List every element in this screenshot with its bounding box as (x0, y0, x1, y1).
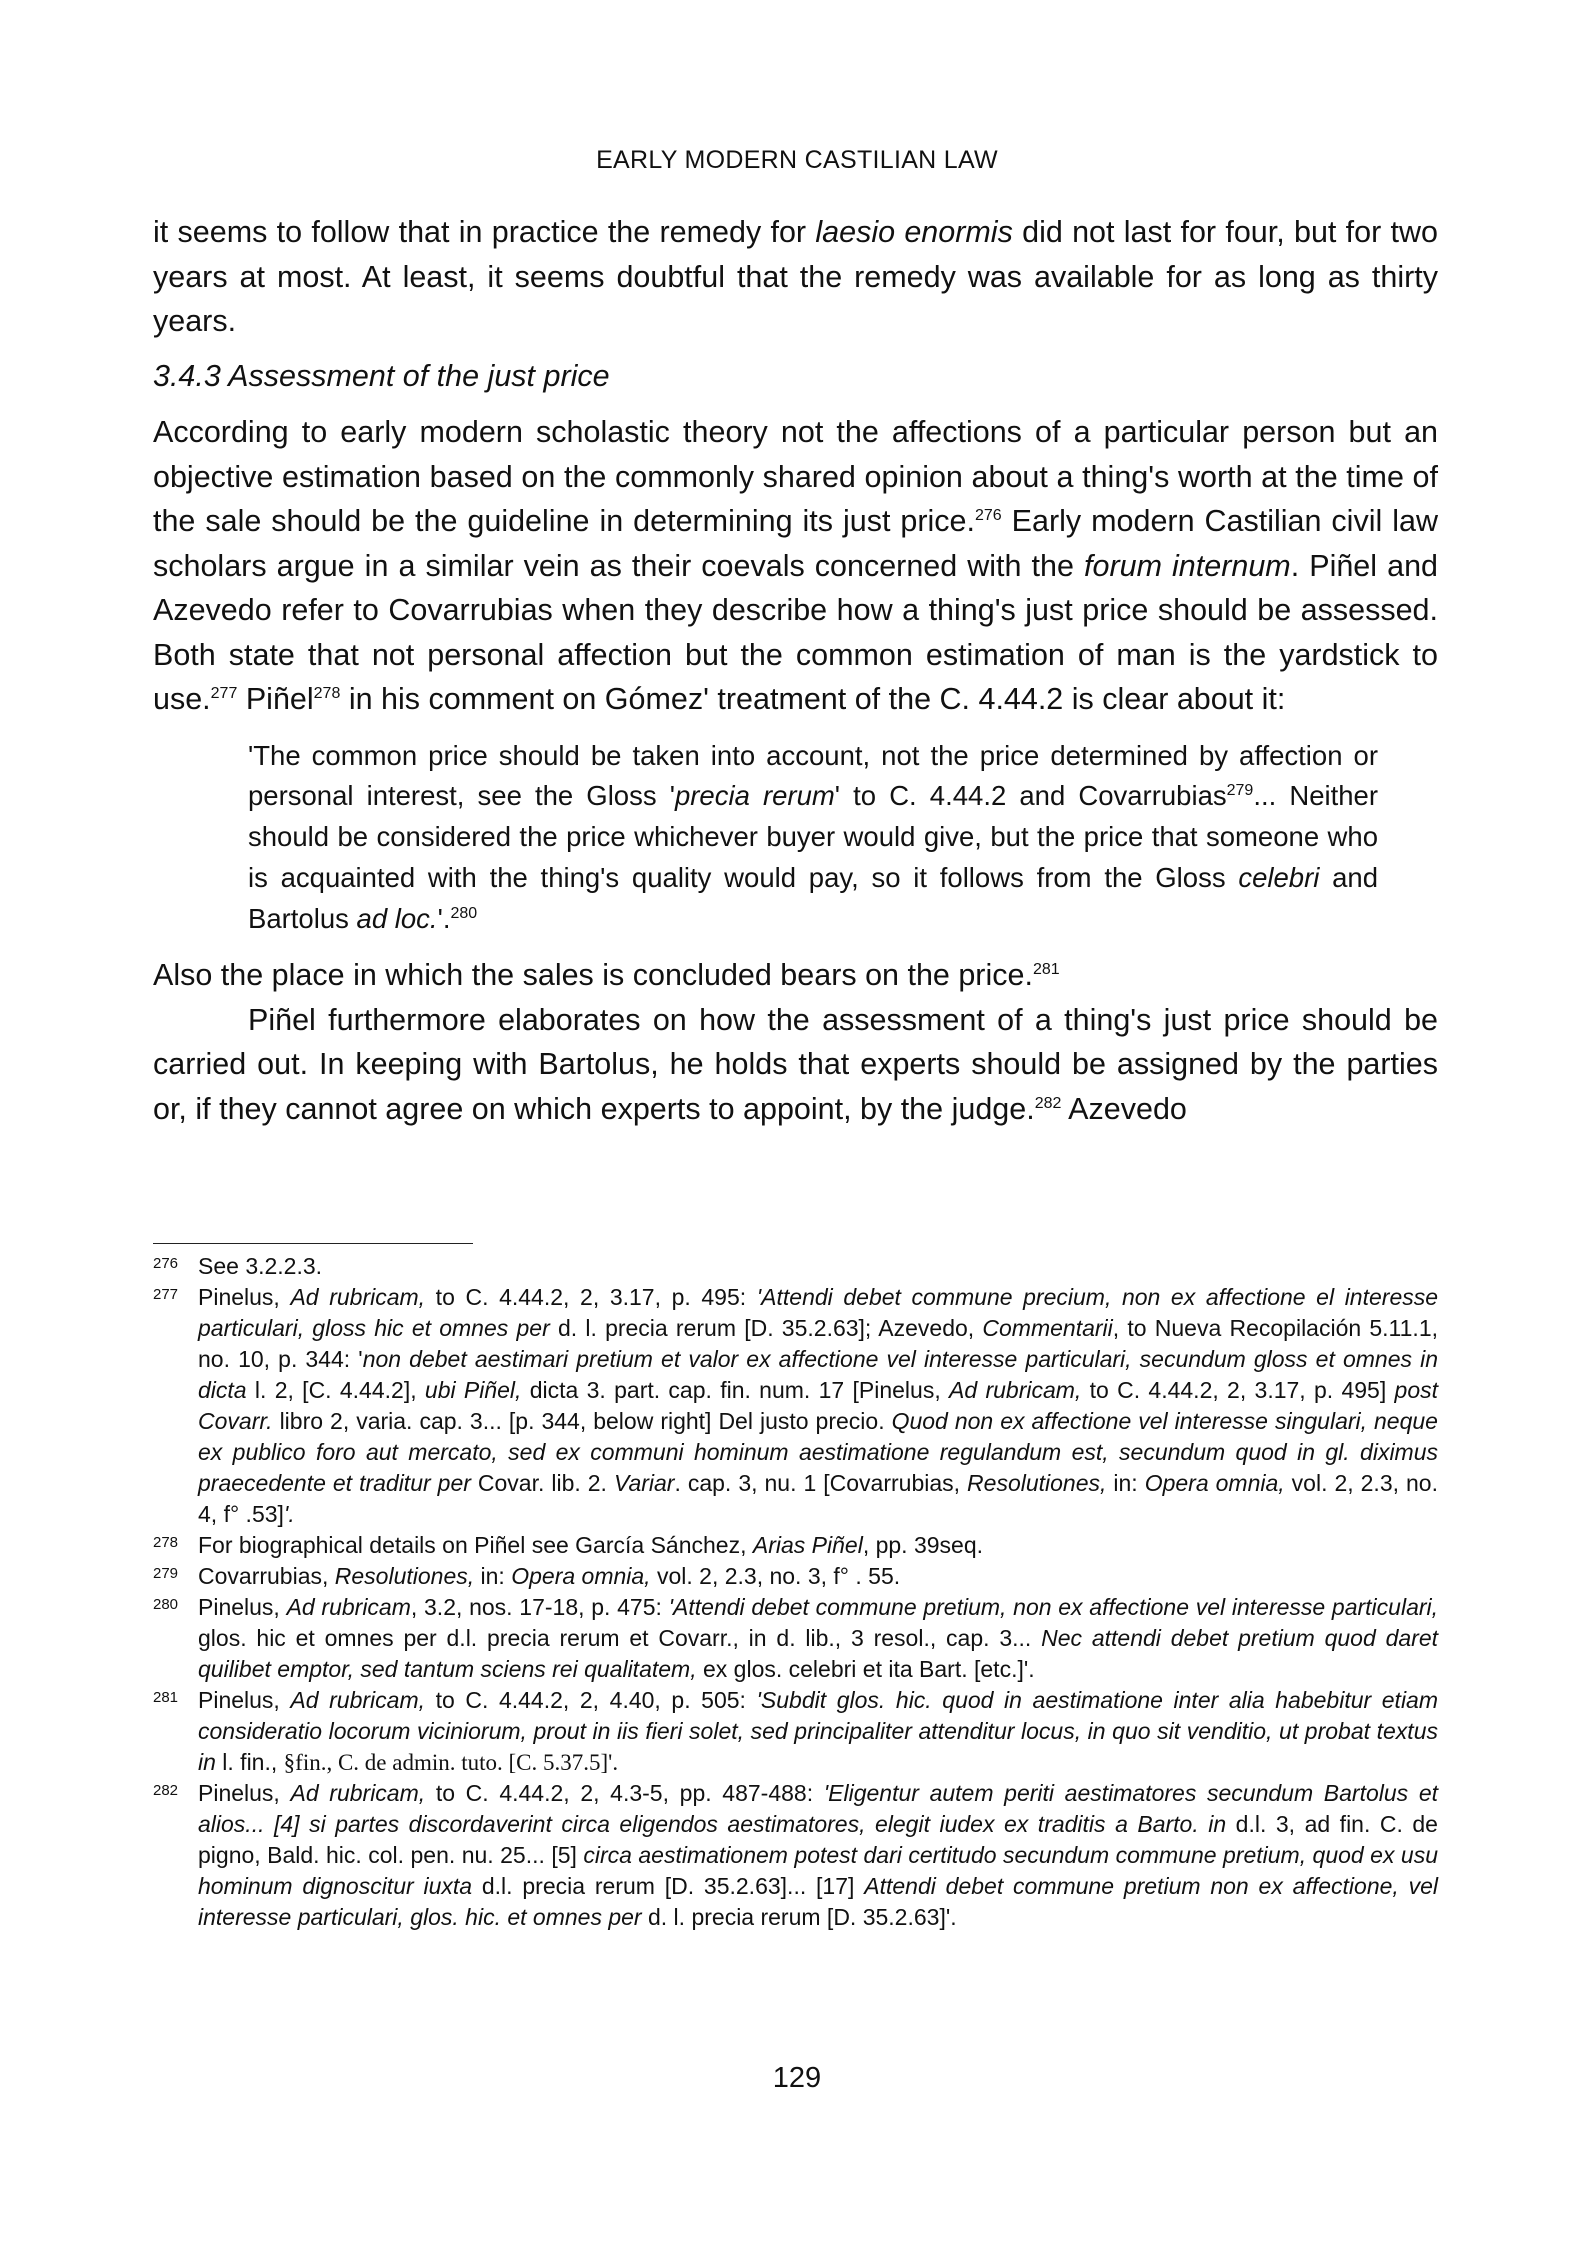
paragraph-2: According to early modern scholastic theory not the affections of a particular person but an objective estimation based on the commonly shared opinion about a thing's worth at the time of the sale should be the guideline in determining its just price.$^{276}$ Early modern Castilian civil law scholars argue in a similar vein as their coevals concerned with the forum internum. Piñel and Azevedo refer to Covarrubias when they describe how a thing's just price should be assessed. Both state that not personal affection but the common estimation of man is the yardstick to use.$^{277}$ Piñel$^{278}$ in his comment on Gómez' treatment of the C. 4.44.2 is clear about it: (153, 415, 1438, 716)
footnote-282: 282 Pinelus, Ad rubricam, to C. 4.44.2, 2, 4.3-5, pp. 487-488: 'Eligentur autem periti aestimatores secundum Bartolus et alios... [4] si partes discordaverint circa eligendos aestimatores, elegit iudex ex traditis a Barto. in d.l. 3, ad fin. C. de pigno, Bald. hic. col. pen. nu. 25... [5] circa aestimationem potest dari certitudo secundum commune pretium, quod ex usu hominum dignoscitur iuxta d.l. precia rerum [D. 35.2.63]... [17] Attendi debet commune pretium non ex affectione, vel interesse particulari, glos. hic. et omnes per d. l. precia rerum [D. 35.2.63]'. (153, 1780, 1439, 1930)
footnote-280: 280 Pinelus, Ad rubricam, 3.2, nos. 17-18, p. 475: 'Attendi debet commune pretium, non ex affectione vel interesse particulari, glos. hic et omnes per d.l. precia rerum et Covarr., in d. lib., 3 resol., cap. 3... Nec attendi debet pretium quod daret quilibet emptor, sed tantum sciens rei qualitatem, ex glos. celebri et ita Bart. [etc.]'. (153, 1594, 1439, 1682)
footnote-278: 278 For biographical details on Piñel see García Sánchez, Arias Piñel, pp. 39seq. (153, 1532, 984, 1558)
footnote-ref-279[interactable]: 279 (1226, 782, 1254, 800)
footnote-ref-281[interactable]: 281 (1032, 961, 1060, 979)
block-quote: 'The common price should be taken into account, not the price determined by affection or personal interest, see the Gloss 'precia rerum' to C. 4.44.2 and Covarrubias$^{279}$... Neither should be considered the price whichever buyer would give, but the price that someone who is acquainted with the thing's quality would pay, so it follows from the Gloss celebri and Bartolus ad loc.'.$^{280}$ (248, 739, 1379, 934)
running-header: EARLY MODERN CASTILIAN LAW (596, 146, 998, 174)
footnote-281: 281 Pinelus, Ad rubricam, to C. 4.44.2, 2, 4.40, p. 505: 'Subdit glos. hic. quod in aestimatione inter alia habebitur etiam consideratio locorum viciniorum, prout in iis fieri solet, sed principaliter attenditur locus, in quo sit venditio, ut probat textus in l. fin., §fin., C. de admin. tuto. [C. 5.37.5]'. (153, 1687, 1439, 1775)
section-heading: 3.4.3 Assessment of the just price (153, 358, 610, 393)
footnote-ref-280[interactable]: 280 (450, 904, 478, 922)
footnote-separator (153, 1243, 473, 1244)
footnote-ref-278[interactable]: 278 (313, 684, 341, 702)
footnotes (153, 1251, 1438, 1933)
footnote-ref-282[interactable]: 282 (1034, 1094, 1062, 1112)
paragraph-3: Also the place in which the sales is concluded bears on the price.$^{281}$ (153, 958, 1060, 993)
footnote-277: 277 Pinelus, Ad rubricam, to C. 4.44.2, 2, 3.17, p. 495: 'Attendi debet commune precium, non ex affectione el interesse particulari, gloss hic et omnes per d. l. precia rerum [D. 35.2.63]; Azevedo, Commentarii, to Nueva Recopilación 5.11.1, no. 10, p. 344: 'non debet aestimari pretium et valor ex affectione vel interesse particulari, secundum gloss et omnes in dicta l. 2, [C. 4.44.2], ubi Piñel, dicta 3. part. cap. fin. num. 17 [Pinelus, Ad rubricam, to C. 4.44.2, 2, 3.17, p. 495] post Covarr. libro 2, varia. cap. 3... [p. 344, below right] Del justo precio. Quod non ex affectione vel interesse singulari, neque ex publico foro aut mercato, sed ex communi hominum aestimatione regulandum est, secundum quod in gl. diximus praecedente et traditur per Covar. lib. 2. Variar. cap. 3, nu. 1 [Covarrubias, Resolutiones, in: Opera omnia, vol. 2, 2.3, no. 4, f° .53]'. (153, 1284, 1439, 1527)
page-number: 129 (772, 2062, 822, 2094)
footnote-ref-277[interactable]: 277 (210, 684, 238, 702)
paragraph-1: it seems to follow that in practice the remedy for laesio enormis did not last for four, but for two years at most. At least, it seems doubtful that the remedy was available for as long as thirty years. (153, 215, 1438, 338)
footnote-279: 279 Covarrubias, Resolutiones, in: Opera omnia, vol. 2, 2.3, no. 3, f° . 55. (153, 1563, 901, 1589)
footnote-276: 276 See 3.2.2.3. (153, 1253, 323, 1279)
footnote-ref-276[interactable]: 276 (974, 506, 1002, 524)
main-text (153, 210, 1438, 1131)
paragraph-4: Piñel furthermore elaborates on how the assessment of a thing's just price should be carried out. In keeping with Bartolus, he holds that experts should be assigned by the parties or, if they cannot agree on which experts to appoint, by the judge.$^{282}$ Azevedo (153, 1002, 1438, 1126)
